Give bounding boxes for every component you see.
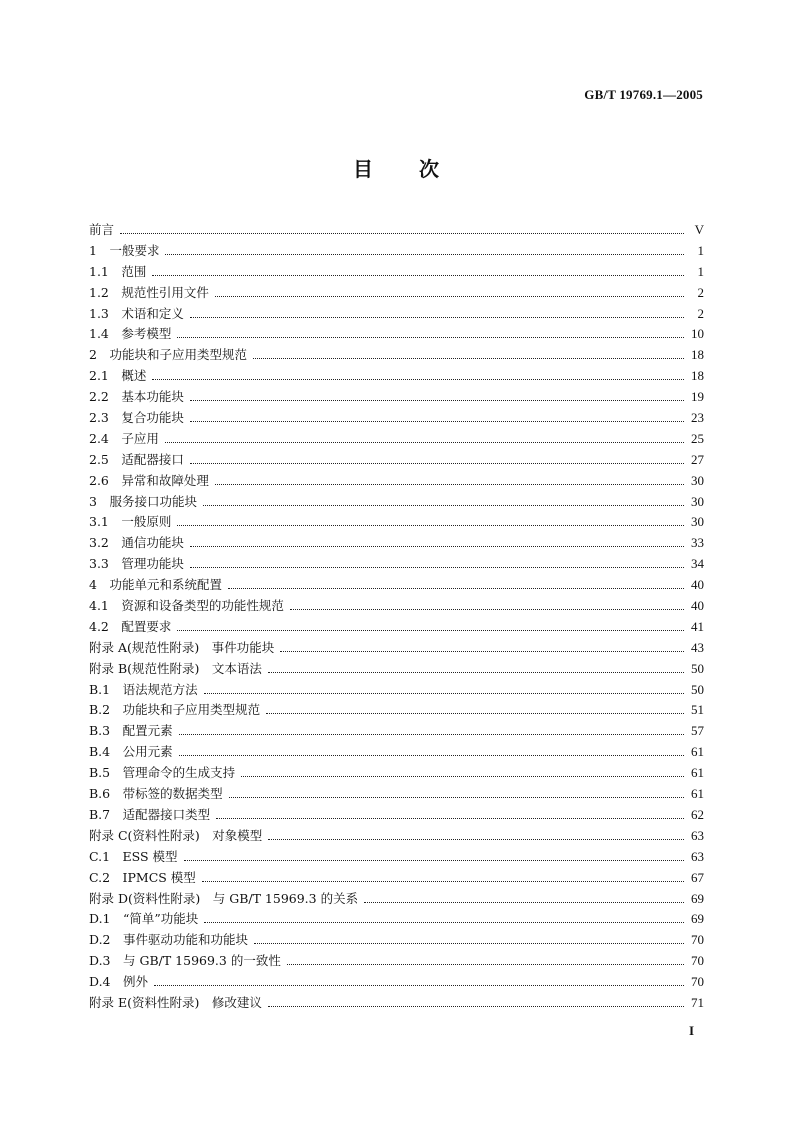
- toc-entry-label: 2.2 基本功能块: [89, 389, 184, 405]
- dot-leader: [190, 400, 684, 401]
- toc-entry-label: 2.6 异常和故障处理: [89, 472, 209, 488]
- toc-entry-label: 2.4 子应用: [89, 430, 159, 446]
- toc-entry-label: B.3 配置元素: [89, 723, 173, 739]
- dot-leader: [190, 317, 684, 318]
- dot-leader: [190, 546, 684, 547]
- toc-entry-label: 3 服务接口功能块: [89, 493, 197, 509]
- toc-entry[interactable]: [89, 784, 704, 805]
- toc-entry-page: 40: [691, 598, 704, 614]
- dot-leader: [177, 630, 684, 631]
- dot-leader: [229, 797, 684, 798]
- toc-entry-label: 4 功能单元和系统配置: [89, 577, 222, 593]
- dot-leader: [165, 254, 684, 255]
- dot-leader: [184, 860, 684, 861]
- toc-entry-page: 61: [691, 765, 704, 781]
- toc-entry-page: 25: [691, 430, 704, 446]
- toc-entry[interactable]: [89, 324, 704, 345]
- toc-entry[interactable]: [89, 680, 704, 701]
- toc-entry[interactable]: [89, 408, 704, 429]
- toc-entry[interactable]: [89, 596, 704, 617]
- toc-entry[interactable]: [89, 471, 704, 492]
- toc-entry-label: 附录 A(规范性附录) 事件功能块: [89, 639, 275, 655]
- page-number: I: [689, 1023, 695, 1038]
- toc-entry-label: 2.3 复合功能块: [89, 410, 184, 426]
- dot-leader: [268, 839, 684, 840]
- toc-entry-label: C.1 ESS 模型: [89, 848, 178, 864]
- toc-entry-page: 18: [691, 347, 704, 363]
- toc-entry-label: 2.5 适配器接口: [89, 451, 184, 467]
- dot-leader: [204, 922, 684, 923]
- toc-entry-label: 附录 E(资料性附录) 修改建议: [89, 994, 262, 1010]
- toc-entry[interactable]: [89, 429, 704, 450]
- toc-entry[interactable]: [89, 533, 704, 554]
- dot-leader: [202, 881, 684, 882]
- toc-entry-label: 1.2 规范性引用文件: [89, 284, 209, 300]
- toc-entry[interactable]: [89, 241, 704, 262]
- toc-entry[interactable]: [89, 972, 704, 993]
- dot-leader: [216, 818, 684, 819]
- toc-entry-label: D.2 事件驱动功能和功能块: [89, 932, 249, 948]
- dot-leader: [215, 296, 684, 297]
- toc-entry-label: D.4 例外: [89, 974, 149, 990]
- toc-entry-page: 2: [697, 284, 704, 300]
- toc-entry-page: 70: [691, 953, 704, 969]
- page-title: 目 次: [353, 157, 441, 181]
- toc-entry-page: 50: [691, 681, 704, 697]
- dot-leader: [204, 693, 684, 694]
- dot-leader: [190, 567, 684, 568]
- toc-entry[interactable]: [89, 993, 704, 1014]
- table-of-contents: [89, 220, 704, 1014]
- toc-entry-label: B.6 带标签的数据类型: [89, 786, 223, 802]
- toc-entry[interactable]: [89, 450, 704, 471]
- dot-leader: [179, 734, 684, 735]
- toc-entry-page: 19: [691, 389, 704, 405]
- toc-entry[interactable]: [89, 930, 704, 951]
- toc-entry-label: D.3 与 GB/T 15969.3 的一致性: [89, 953, 281, 969]
- toc-entry-label: 1 一般要求: [89, 242, 160, 258]
- dot-leader: [241, 776, 684, 777]
- toc-entry-page: 10: [691, 326, 704, 342]
- dot-leader: [228, 588, 684, 589]
- toc-entry-page: 63: [691, 848, 704, 864]
- toc-entry[interactable]: [89, 889, 704, 910]
- toc-entry[interactable]: [89, 387, 704, 408]
- toc-entry-label: B.1 语法规范方法: [89, 681, 198, 697]
- toc-entry-page: 69: [691, 911, 704, 927]
- toc-entry[interactable]: [89, 617, 704, 638]
- toc-entry-label: 4.1 资源和设备类型的功能性规范: [89, 598, 284, 614]
- toc-entry-page: 1: [697, 242, 704, 258]
- toc-entry[interactable]: [89, 220, 704, 241]
- toc-entry-page: V: [694, 222, 704, 237]
- toc-entry-page: 41: [691, 618, 704, 634]
- toc-entry-label: D.1 “简单”功能块: [89, 911, 199, 927]
- toc-entry-label: B.5 管理命令的生成支持: [89, 765, 236, 781]
- dot-leader: [253, 358, 684, 359]
- toc-entry-page: 30: [691, 472, 704, 488]
- toc-entry[interactable]: [89, 283, 704, 304]
- toc-entry-page: 57: [691, 723, 704, 739]
- toc-entry-page: 34: [691, 556, 704, 572]
- toc-entry-label: 3.3 管理功能块: [89, 556, 184, 572]
- toc-entry[interactable]: [89, 554, 704, 575]
- toc-entry-page: 70: [691, 932, 704, 948]
- toc-entry-page: 30: [691, 514, 704, 530]
- dot-leader: [165, 442, 684, 443]
- dot-leader: [190, 421, 684, 422]
- toc-entry-page: 30: [691, 493, 704, 509]
- toc-entry[interactable]: [89, 575, 704, 596]
- toc-entry[interactable]: [89, 805, 704, 826]
- dot-leader: [215, 484, 684, 485]
- dot-leader: [152, 275, 684, 276]
- toc-entry-label: C.2 IPMCS 模型: [89, 869, 196, 885]
- toc-entry-page: 43: [691, 639, 704, 655]
- toc-entry[interactable]: [89, 512, 704, 533]
- toc-entry-label: 3.2 通信功能块: [89, 535, 184, 551]
- dot-leader: [152, 379, 684, 380]
- dot-leader: [177, 337, 684, 338]
- toc-entry-label: 前言: [89, 222, 115, 237]
- dot-leader: [364, 902, 684, 903]
- toc-entry-label: 1.1 范围: [89, 263, 147, 279]
- toc-entry[interactable]: [89, 366, 704, 387]
- toc-entry-page: 50: [691, 660, 704, 676]
- toc-entry-page: 69: [691, 890, 704, 906]
- toc-entry-label: 1.3 术语和定义: [89, 305, 184, 321]
- dot-leader: [268, 672, 684, 673]
- toc-entry[interactable]: [89, 951, 704, 972]
- toc-entry-page: 1: [697, 263, 704, 279]
- dot-leader: [290, 609, 684, 610]
- toc-entry-label: 附录 C(资料性附录) 对象模型: [89, 827, 263, 843]
- dot-leader: [179, 755, 684, 756]
- dot-leader: [177, 525, 684, 526]
- toc-entry-page: 62: [691, 806, 704, 822]
- toc-entry-page: 67: [691, 869, 704, 885]
- toc-entry[interactable]: [89, 721, 704, 742]
- toc-entry[interactable]: [89, 492, 704, 513]
- toc-entry-page: 33: [691, 535, 704, 551]
- toc-entry-page: 61: [691, 786, 704, 802]
- toc-entry-page: 18: [691, 368, 704, 384]
- toc-entry-page: 63: [691, 827, 704, 843]
- dot-leader: [120, 233, 684, 234]
- toc-entry-label: B.4 公用元素: [89, 744, 173, 760]
- toc-entry[interactable]: [89, 638, 704, 659]
- dot-leader: [203, 505, 684, 506]
- toc-entry-label: B.2 功能块和子应用类型规范: [89, 702, 261, 718]
- dot-leader: [254, 943, 684, 944]
- toc-entry[interactable]: [89, 868, 704, 889]
- dot-leader: [287, 964, 684, 965]
- dot-leader: [266, 713, 684, 714]
- dot-leader: [190, 463, 684, 464]
- toc-entry[interactable]: [89, 826, 704, 847]
- toc-entry-label: 4.2 配置要求: [89, 618, 172, 634]
- toc-entry-page: 27: [691, 451, 704, 467]
- standard-code: GB/T 19769.1—2005: [584, 87, 703, 102]
- toc-entry-page: 23: [691, 410, 704, 426]
- toc-entry-label: 附录 D(资料性附录) 与 GB/T 15969.3 的关系: [89, 890, 359, 906]
- toc-entry[interactable]: [89, 847, 704, 868]
- toc-entry[interactable]: [89, 345, 704, 366]
- toc-entry[interactable]: [89, 763, 704, 784]
- toc-entry-page: 61: [691, 744, 704, 760]
- dot-leader: [154, 985, 684, 986]
- toc-entry-label: 3.1 一般原则: [89, 514, 172, 530]
- toc-entry-label: B.7 适配器接口类型: [89, 806, 211, 822]
- toc-entry-label: 2.1 概述: [89, 368, 147, 384]
- toc-entry-page: 2: [697, 305, 704, 321]
- toc-entry-label: 附录 B(规范性附录) 文本语法: [89, 660, 262, 676]
- toc-entry-page: 51: [691, 702, 704, 718]
- dot-leader: [280, 651, 684, 652]
- toc-entry-page: 40: [691, 577, 704, 593]
- toc-entry[interactable]: [89, 742, 704, 763]
- toc-entry[interactable]: [89, 909, 704, 930]
- toc-entry[interactable]: [89, 262, 704, 283]
- toc-entry-label: 2 功能块和子应用类型规范: [89, 347, 247, 363]
- toc-entry-label: 1.4 参考模型: [89, 326, 172, 342]
- toc-entry[interactable]: [89, 659, 704, 680]
- toc-entry-page: 71: [691, 994, 704, 1010]
- toc-entry-page: 70: [691, 974, 704, 990]
- dot-leader: [268, 1006, 684, 1007]
- toc-entry[interactable]: [89, 304, 704, 325]
- toc-entry[interactable]: [89, 700, 704, 721]
